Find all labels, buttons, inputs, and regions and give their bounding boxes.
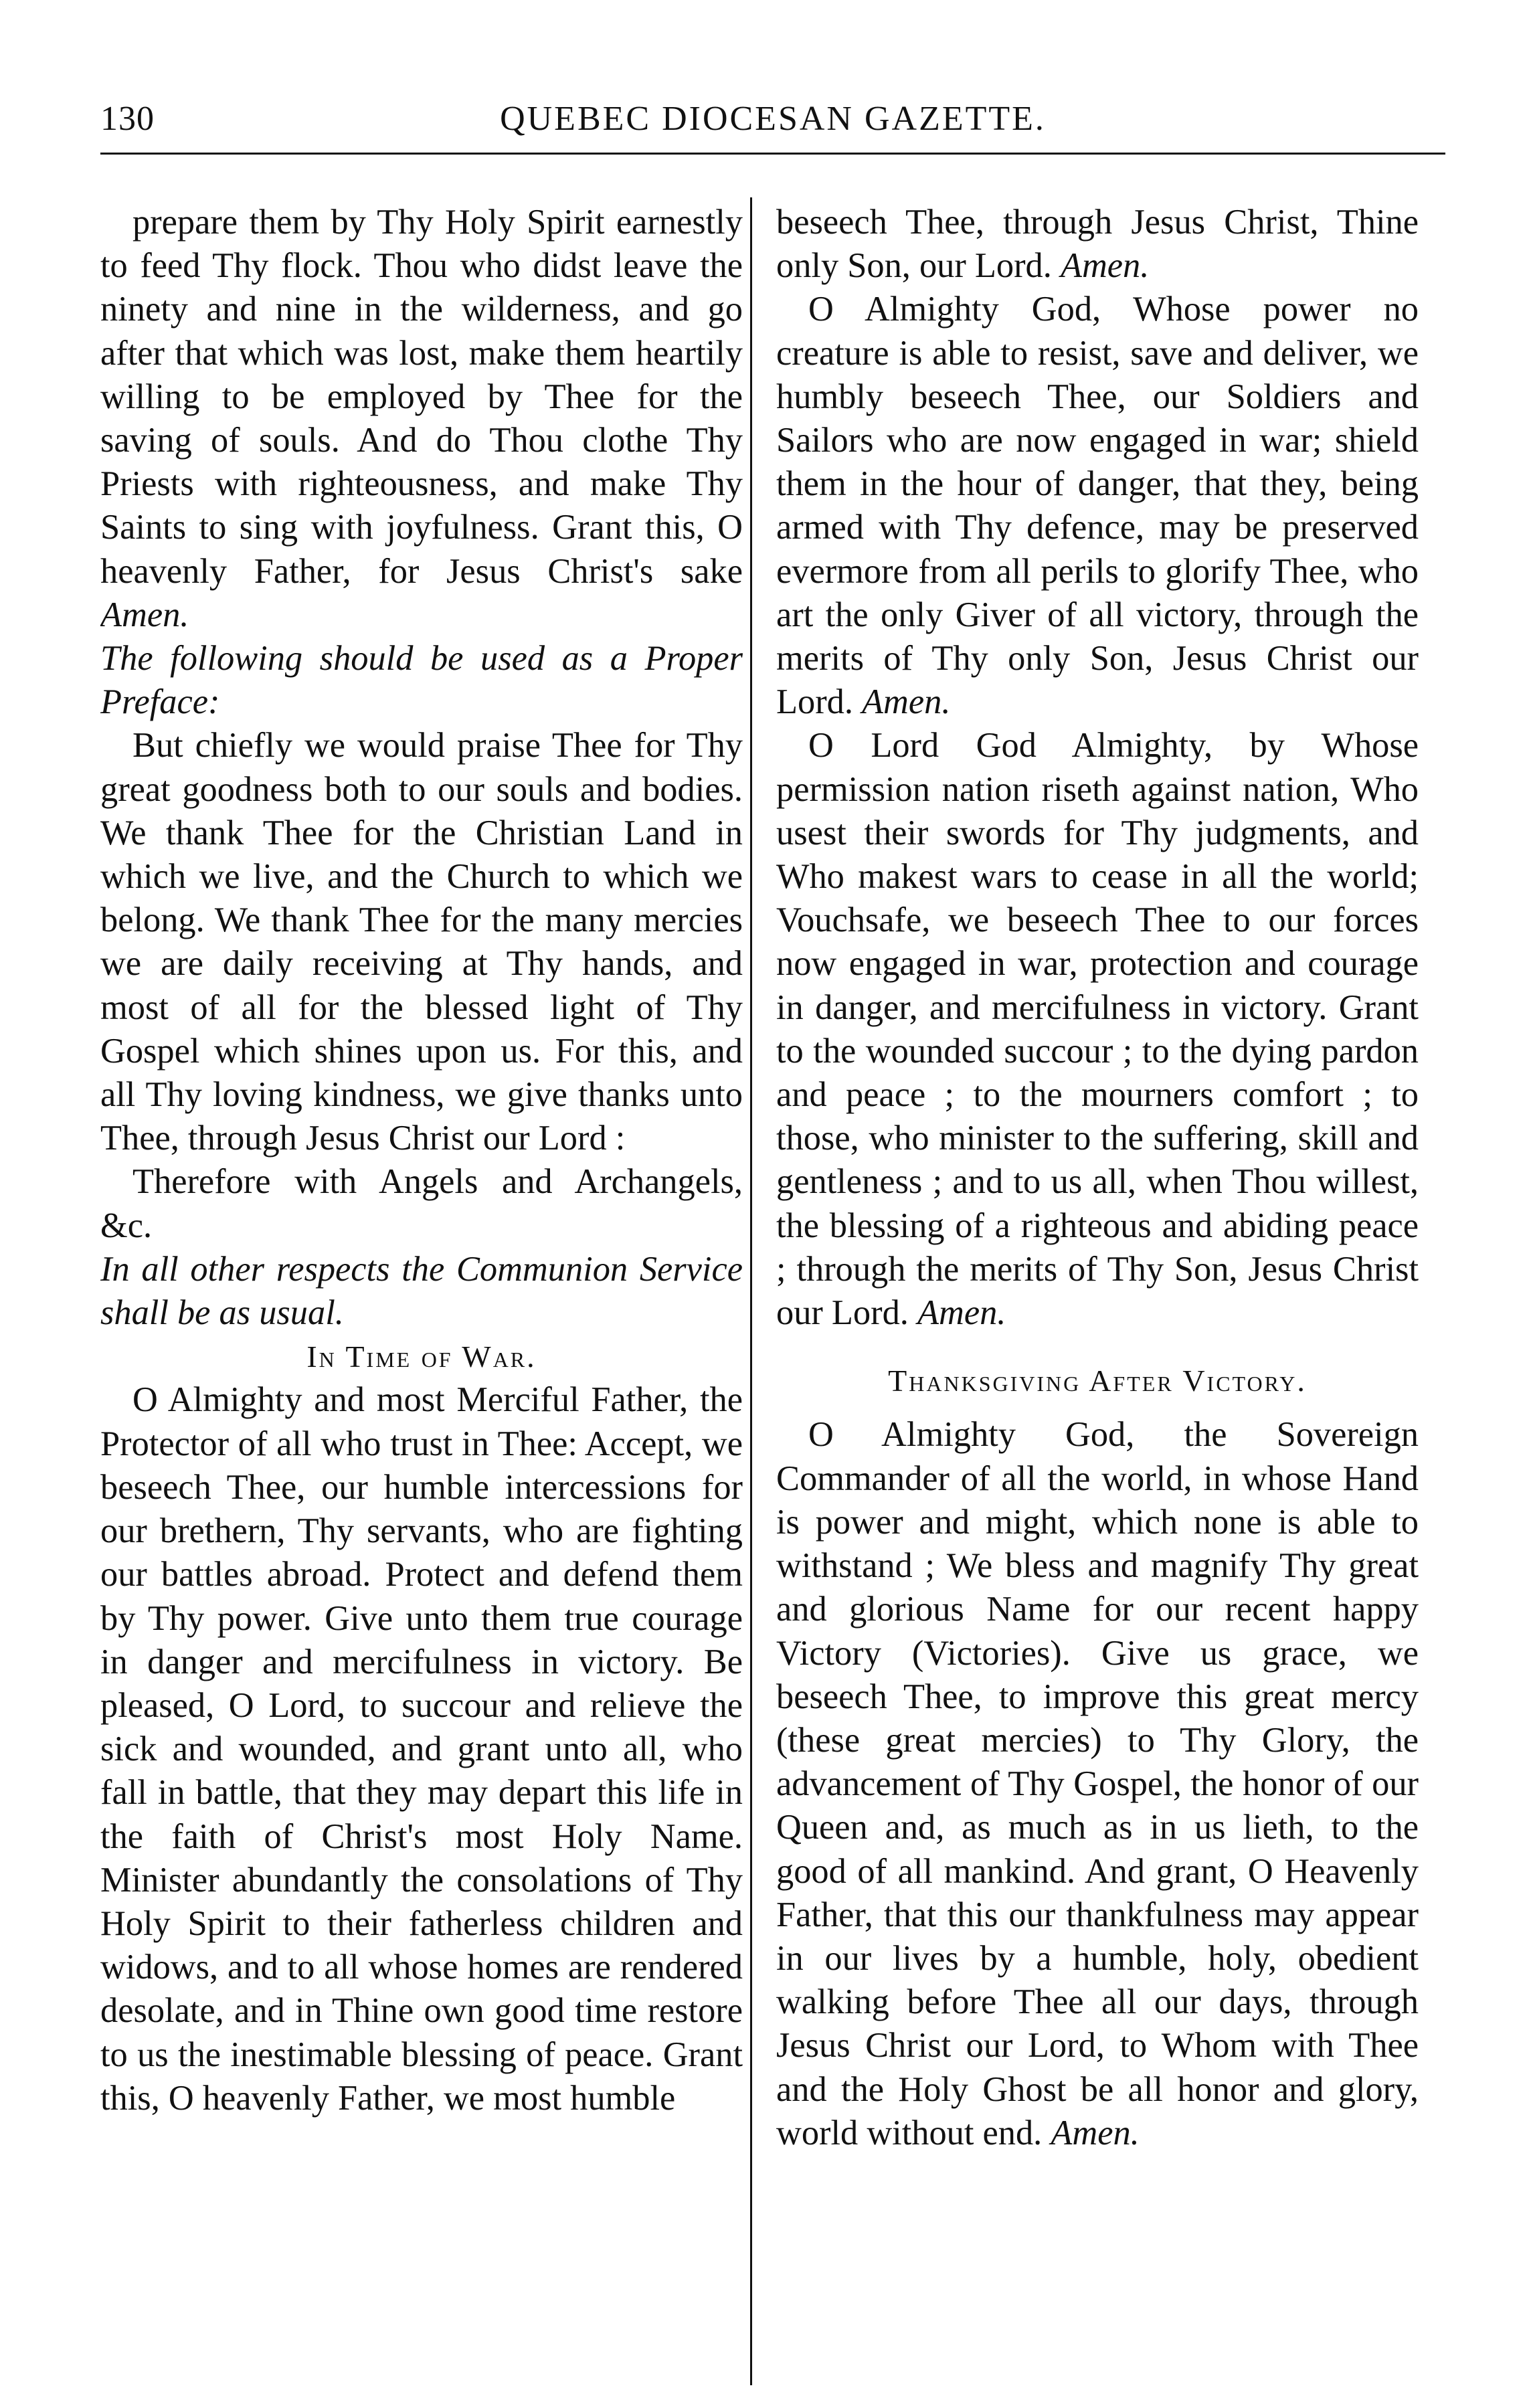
paragraph [776, 288, 1419, 724]
page-header [100, 80, 1445, 154]
paragraph [776, 1413, 1419, 2154]
paragraph-text: prepare them by Thy Holy Spirit earnestly to feed Thy flock. Thou who didst leave the ninety and nine in the wilderness, and go after that which was lost, make them heartily willing to be employed by Thee for the saving of souls. And do Thou clothe Thy Priests with righteousness, and make Thy Saints to sing with joyfulness. Grant this, O heavenly Father, for Jesus Christ's sake [100, 203, 743, 591]
right-column [776, 201, 1419, 2382]
amen: Amen. [100, 595, 189, 634]
paragraph: Therefore with Angels and Archangels, &c. [100, 1162, 743, 1245]
running-title: QUEBEC DIOCESAN GAZETTE. [500, 100, 1046, 138]
amen: Amen. [862, 682, 951, 722]
page-number: 130 [100, 100, 155, 138]
header-rule [100, 153, 1445, 155]
rubric-note: The following should be used as a Proper Preface: [100, 639, 743, 722]
paragraph-text: O Almighty God, the Sovereign Commander of all the world, in whose Hand is power and might, which none is able to withstand ; We bless and magnify Thy great and glorious Name for our recent happy Victory (Victories). Give us grace, we beseech Thee, to improve this great mercy (these great mercies) to Thy Glory, the advancement of Thy Gospel, the honor of our Queen and, as much as in us lieth, to the good of all mankind. And grant, O Heavenly Father, that this our thankfulness may appear in our lives by a humble, holy, obedient walking before Thee all our days, through Jesus Christ our Lord, to Whom with Thee and the Holy Ghost be all honor and glory, world without end. [776, 1415, 1419, 2152]
section-heading-war: In Time of War. [306, 1339, 537, 1374]
paragraph [776, 724, 1419, 1335]
paragraph: But chiefly we would praise Thee for Thy great goodness both to our souls and bodies. We thank Thee for the Christian Land in which we live, and the Church to which we belong. We thank Thee for the many mercies we are daily receiving at Thy hands, and most of all for the blessed light of Thy Gospel which shines upon us. For this, and all Thy loving kindness, we give thanks unto Thee, through Jesus Christ our Lord : [100, 726, 743, 1158]
section-heading-thanksgiving: Thanksgiving After Victory. [888, 1364, 1307, 1398]
paragraph: O Almighty and most Merciful Father, the Protector of all who trust in Thee: Accept, we beseech Thee, our humble intercessions for our brethern, Thy servants, who are fighting our battles abroad. Protect and defend them by Thy power. Give unto them true courage in danger and mercifulness in victory. Be pleased, O Lord, to succour and relieve the sick and wounded, and grant unto all, who fall in battle, that they may depart this life in the faith of Christ's most Holy Name. Minister abundantly the consolations of Thy Holy Spirit to their fatherless children and widows, and to all whose homes are rendered desolate, and in Thine own good time restore to us the inestimable blessing of peace. Grant this, O heavenly Father, we most humble [100, 1380, 743, 2118]
amen: Amen. [917, 1293, 1006, 1333]
paragraph [776, 201, 1419, 288]
left-column [100, 201, 743, 2382]
paragraph [100, 201, 743, 637]
column-divider [750, 197, 752, 2385]
amen: Amen. [1060, 246, 1150, 286]
rubric-note: In all other respects the Communion Service shall be as usual. [100, 1249, 743, 1333]
paragraph-text: beseech Thee, through Jesus Christ, Thine only Son, our Lord. [776, 203, 1419, 286]
paragraph-text: O Lord God Almighty, by Whose permission nation riseth against nation, Who usest their swords for Thy judgments, and Who makest wars to cease in all the world; Vouchsafe, we beseech Thee to our forces now engaged in war, protection and courage in danger, and mercifulness in victory. Grant to the wounded succour ; to the dying pardon and peace ; to the mourners comfort ; to those, who minister to the suffering, skill and gentleness ; and to us all, when Thou willest, the blessing of a righteous and abiding peace ; through the merits of Thy Son, Jesus Christ our Lord. [776, 726, 1419, 1333]
paragraph-text: O Almighty God, Whose power no creature is able to resist, save and deliver, we humbly beseech Thee, our Soldiers and Sailors who are now engaged in war; shield them in the hour of danger, that they, being armed with Thy defence, may be preserved evermore from all perils to glorify Thee, who art the only Giver of all victory, through the merits of Thy only Son, Jesus Christ our Lord. [776, 290, 1419, 722]
amen: Amen. [1051, 2113, 1140, 2152]
